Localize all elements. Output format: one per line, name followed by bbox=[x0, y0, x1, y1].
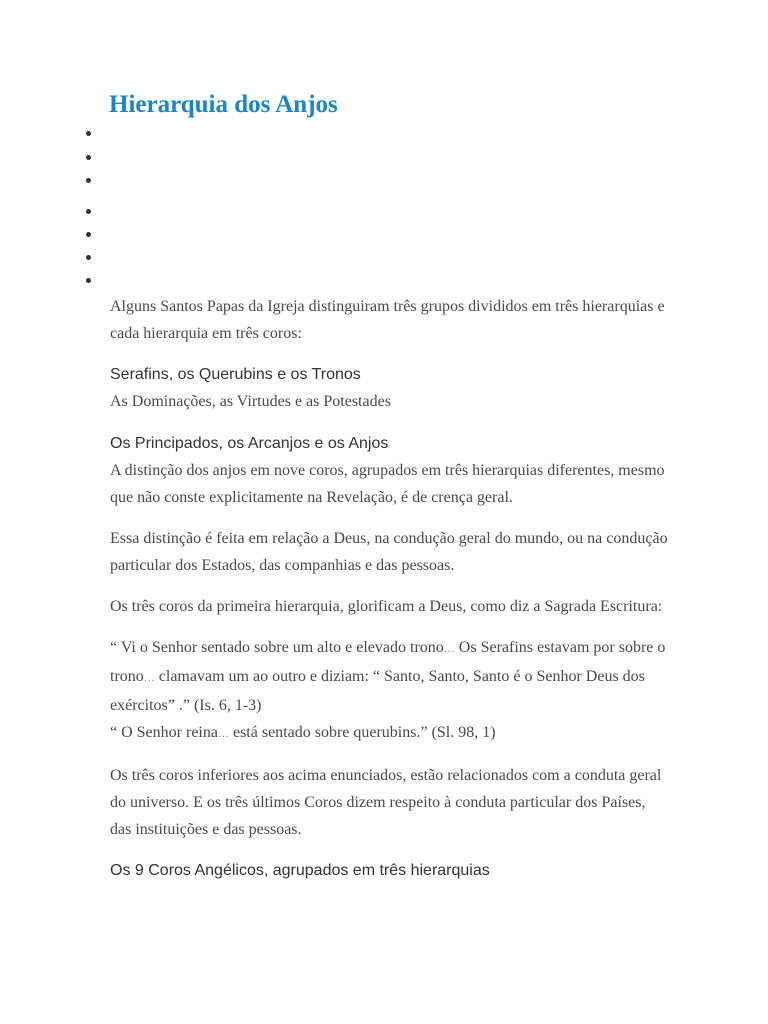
paragraph-choirs: As Dominações, as Virtudes e as Potestades bbox=[110, 393, 391, 410]
ellipsis: … bbox=[143, 672, 155, 684]
paragraph-lower-choirs: Os três coros inferiores aos acima enunciados, estão relacionados com a conduta geral do universo. E os três últimos Coros dizem respeito à conduta particular dos Países, das instituições e das pessoas. bbox=[110, 767, 662, 838]
paragraph-relation: Essa distinção é feita em relação a Deus, na condução geral do mundo, ou na condução particular dos Estados, das companhias e das pessoas. bbox=[110, 530, 668, 574]
page-title: Hierarquia dos Anjos bbox=[109, 91, 338, 118]
section-heading: Os 9 Coros Angélicos, agrupados em três hierarquias bbox=[110, 862, 490, 879]
bullet-icon bbox=[86, 278, 91, 283]
paragraph-first-hierarchy: Os três coros da primeira hierarquia, glorificam a Deus, como diz a Sagrada Escritura: bbox=[110, 598, 663, 615]
quote-text: Os Serafins estavam por sobre o trono bbox=[110, 639, 666, 685]
paragraph-distinction: A distinção dos anjos em nove coros, agrupados em três hierarquias diferentes, mesmo que não conste explicitamente na Revelação, é de crença geral. bbox=[110, 462, 665, 506]
bullet-icon bbox=[86, 232, 91, 237]
bullet-icon bbox=[86, 131, 91, 136]
bullet-icon bbox=[86, 209, 91, 214]
ellipsis: … bbox=[217, 728, 229, 740]
bullet-icon bbox=[86, 255, 91, 260]
article-body bbox=[110, 293, 670, 884]
quote-text: “ Vi o Senhor sentado sobre um alto e elevado trono bbox=[110, 639, 444, 656]
paragraph-intro: Alguns Santos Papas da Igreja distinguiram três grupos divididos em três hierarquias e cada hierarquia em três coros: bbox=[110, 298, 665, 342]
empty-bullet-list bbox=[0, 0, 100, 300]
bullet-icon bbox=[86, 178, 91, 183]
quote-text: clamavam um ao outro e diziam: “ Santo, Santo, Santo é o Senhor Deus dos exércitos” .” (Is. 6, 1-3) bbox=[110, 668, 645, 714]
quote-text: “ O Senhor reina bbox=[110, 724, 218, 741]
ellipsis: … bbox=[443, 643, 455, 655]
quote-text: está sentado sobre querubins.” (Sl. 98, 1) bbox=[228, 724, 496, 741]
scripture-quote bbox=[110, 719, 670, 748]
bullet-icon bbox=[86, 155, 91, 160]
scripture-quote bbox=[110, 634, 670, 719]
choir-group-heading: Os Principados, os Arcanjos e os Anjos bbox=[110, 435, 389, 452]
choir-group-heading: Serafins, os Querubins e os Tronos bbox=[110, 366, 361, 383]
